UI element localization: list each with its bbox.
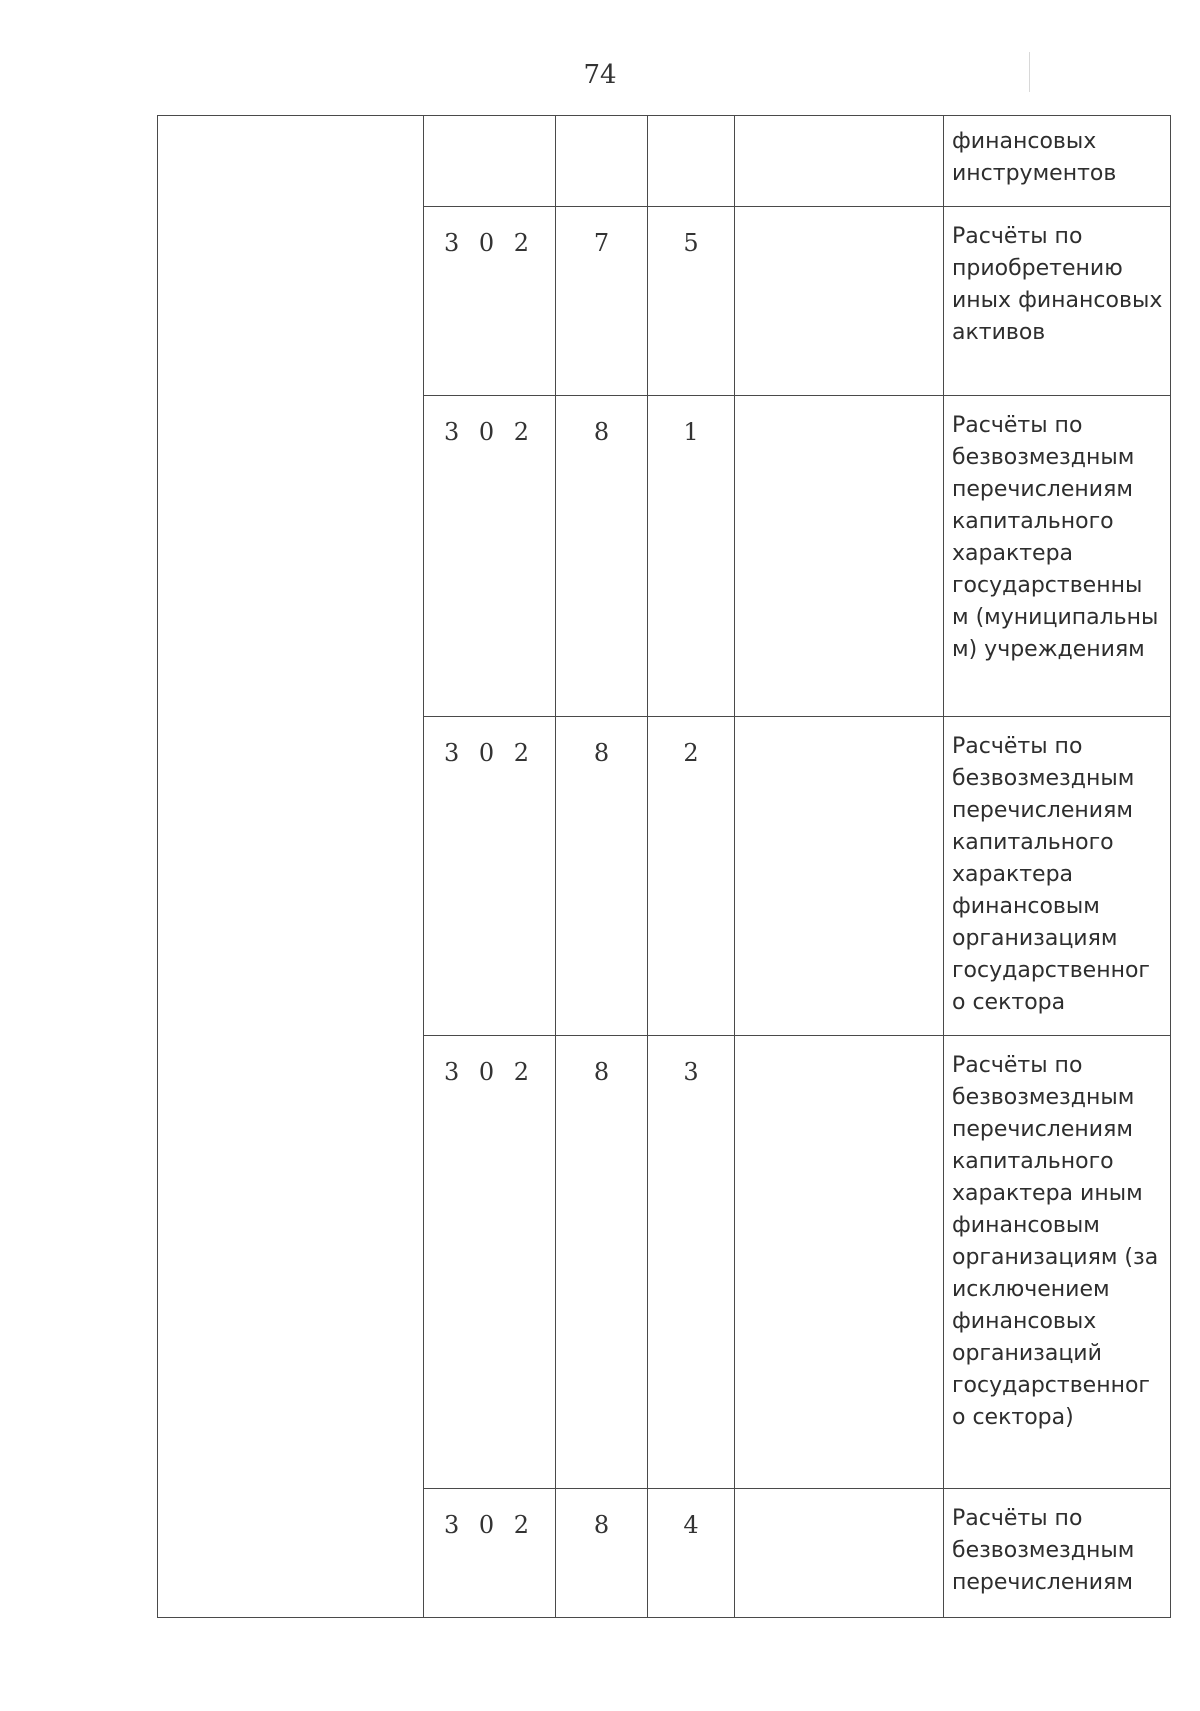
subcode-a-cell: 8 [556, 396, 648, 717]
description-cell: финансовых инструментов [944, 116, 1171, 207]
empty-cell [735, 396, 944, 717]
table-row [158, 116, 1171, 207]
description-cell: Расчёты по безвозмездным перечислениям капитального характера финансовым организациям государственног о сектора [944, 717, 1171, 1036]
subcode-b-cell: 3 [648, 1036, 735, 1489]
accounts-table [157, 115, 1171, 1618]
empty-cell [735, 1036, 944, 1489]
empty-cell [735, 116, 944, 207]
scan-artifact-line [1029, 52, 1030, 92]
subcode-b-cell [648, 116, 735, 207]
code-cell: 3 0 2 [424, 1036, 556, 1489]
code-cell: 3 0 2 [424, 717, 556, 1036]
code-cell: 3 0 2 [424, 1489, 556, 1618]
empty-cell [735, 207, 944, 396]
subcode-b-cell: 2 [648, 717, 735, 1036]
empty-cell [735, 717, 944, 1036]
page-number: 74 [583, 60, 617, 90]
subcode-a-cell: 8 [556, 1489, 648, 1618]
code-cell [424, 116, 556, 207]
description-cell: Расчёты по безвозмездным перечислениям капитального характера иным финансовым организациям (за исключением финансовых организаций государственног о сектора) [944, 1036, 1171, 1489]
subcode-a-cell: 7 [556, 207, 648, 396]
empty-cell [735, 1489, 944, 1618]
subcode-b-cell: 5 [648, 207, 735, 396]
description-cell: Расчёты по безвозмездным перечислениям капитального характера государственны м (муниципальны м) учреждениям [944, 396, 1171, 717]
description-cell: Расчёты по приобретению иных финансовых активов [944, 207, 1171, 396]
subcode-a-cell: 8 [556, 1036, 648, 1489]
description-cell: Расчёты по безвозмездным перечислениям [944, 1489, 1171, 1618]
code-cell: 3 0 2 [424, 396, 556, 717]
subcode-b-cell: 4 [648, 1489, 735, 1618]
code-cell: 3 0 2 [424, 207, 556, 396]
left-empty-cell [158, 116, 424, 1618]
subcode-a-cell [556, 116, 648, 207]
subcode-b-cell: 1 [648, 396, 735, 717]
subcode-a-cell: 8 [556, 717, 648, 1036]
